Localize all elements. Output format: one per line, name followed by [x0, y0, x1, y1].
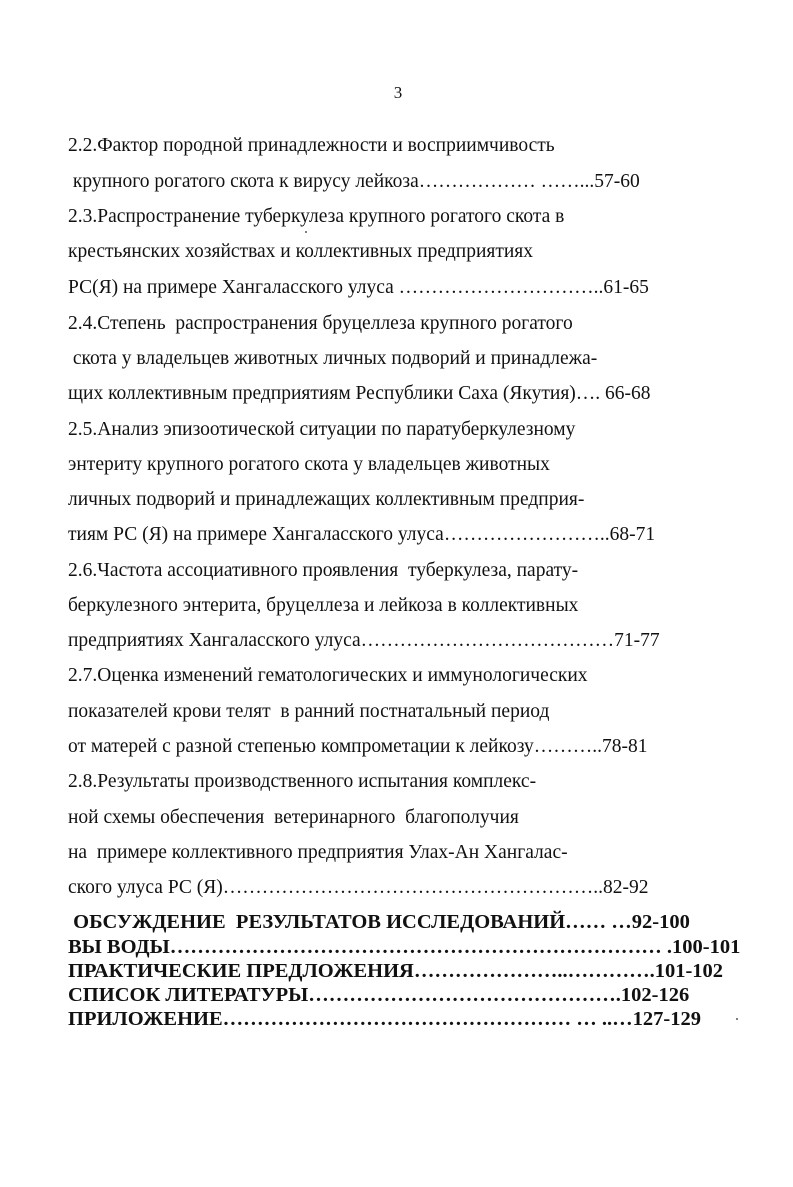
toc-line: 2.4.Степень распространения бруцеллеза крупного рогатого — [68, 313, 573, 334]
toc-line: энтериту крупного рогатого скота у владельцев животных — [68, 454, 550, 475]
toc-line: РС(Я) на примере Хангаласского улуса …………………………..61-65 — [68, 277, 649, 298]
toc-line: тиям РС (Я) на примере Хангаласского улуса……………………..68-71 — [68, 524, 656, 545]
toc-line: на примере коллективного предприятия Улах-Ан Хангалас- — [68, 842, 568, 863]
scan-speck — [305, 231, 307, 233]
toc-line: предприятиях Хангаласского улуса…………………………………71-77 — [68, 630, 660, 651]
toc-line: 2.5.Анализ эпизоотической ситуации по паратуберкулезному — [68, 419, 576, 440]
toc-section-references: СПИСОК ЛИТЕРАТУРЫ……………………………………….102-126 — [68, 984, 690, 1006]
toc-section-appendix: ПРИЛОЖЕНИЕ…………………………………………… … ..…127-129 — [68, 1008, 701, 1030]
toc-line: 2.2.Фактор породной принадлежности и восприимчивость — [68, 135, 555, 156]
scan-speck — [736, 1018, 738, 1020]
toc-line: 2.3.Распространение туберкулеза крупного рогатого скота в — [68, 206, 565, 227]
toc-line: 2.7.Оценка изменений гематологических и иммунологических — [68, 665, 588, 686]
toc-line: ского улуса РС (Я)…………………………………………………..82-92 — [68, 877, 649, 898]
toc-line: 2.8.Результаты производственного испытания комплекс- — [68, 771, 537, 792]
toc-line: показателей крови телят в ранний постнатальный период — [68, 701, 550, 722]
toc-line: беркулезного энтерита, бруцеллеза и лейкоза в коллективных — [68, 595, 579, 616]
toc-line: личных подворий и принадлежащих коллективным предприя- — [68, 489, 585, 510]
toc-line: от матерей с разной степенью компрометации к лейкозу………..78-81 — [68, 736, 648, 757]
toc-line: щих коллективным предприятиям Республики Саха (Якутия)…. 66-68 — [68, 383, 651, 404]
toc-line: ной схемы обеспечения ветеринарного благополучия — [68, 807, 519, 828]
page-number: 3 — [393, 83, 403, 102]
toc-line: крупного рогатого скота к вирусу лейкоза……………… ……...57-60 — [68, 171, 640, 192]
toc-line: крестьянских хозяйствах и коллективных предприятиях — [68, 241, 534, 262]
toc-section-conclusions: ВЫ ВОДЫ……………………………………………………………… .100-101 — [68, 936, 741, 958]
toc-section-recommendations: ПРАКТИЧЕСКИЕ ПРЕДЛОЖЕНИЯ…………………..………….101-102 — [68, 960, 724, 982]
toc-line: 2.6.Частота ассоциативного проявления туберкулеза, парату- — [68, 560, 579, 581]
toc-line: скота у владельцев животных личных подворий и принадлежа- — [68, 348, 598, 369]
toc-section-discussion: ОБСУЖДЕНИЕ РЕЗУЛЬТАТОВ ИССЛЕДОВАНИЙ…… …92-100 — [68, 911, 690, 933]
